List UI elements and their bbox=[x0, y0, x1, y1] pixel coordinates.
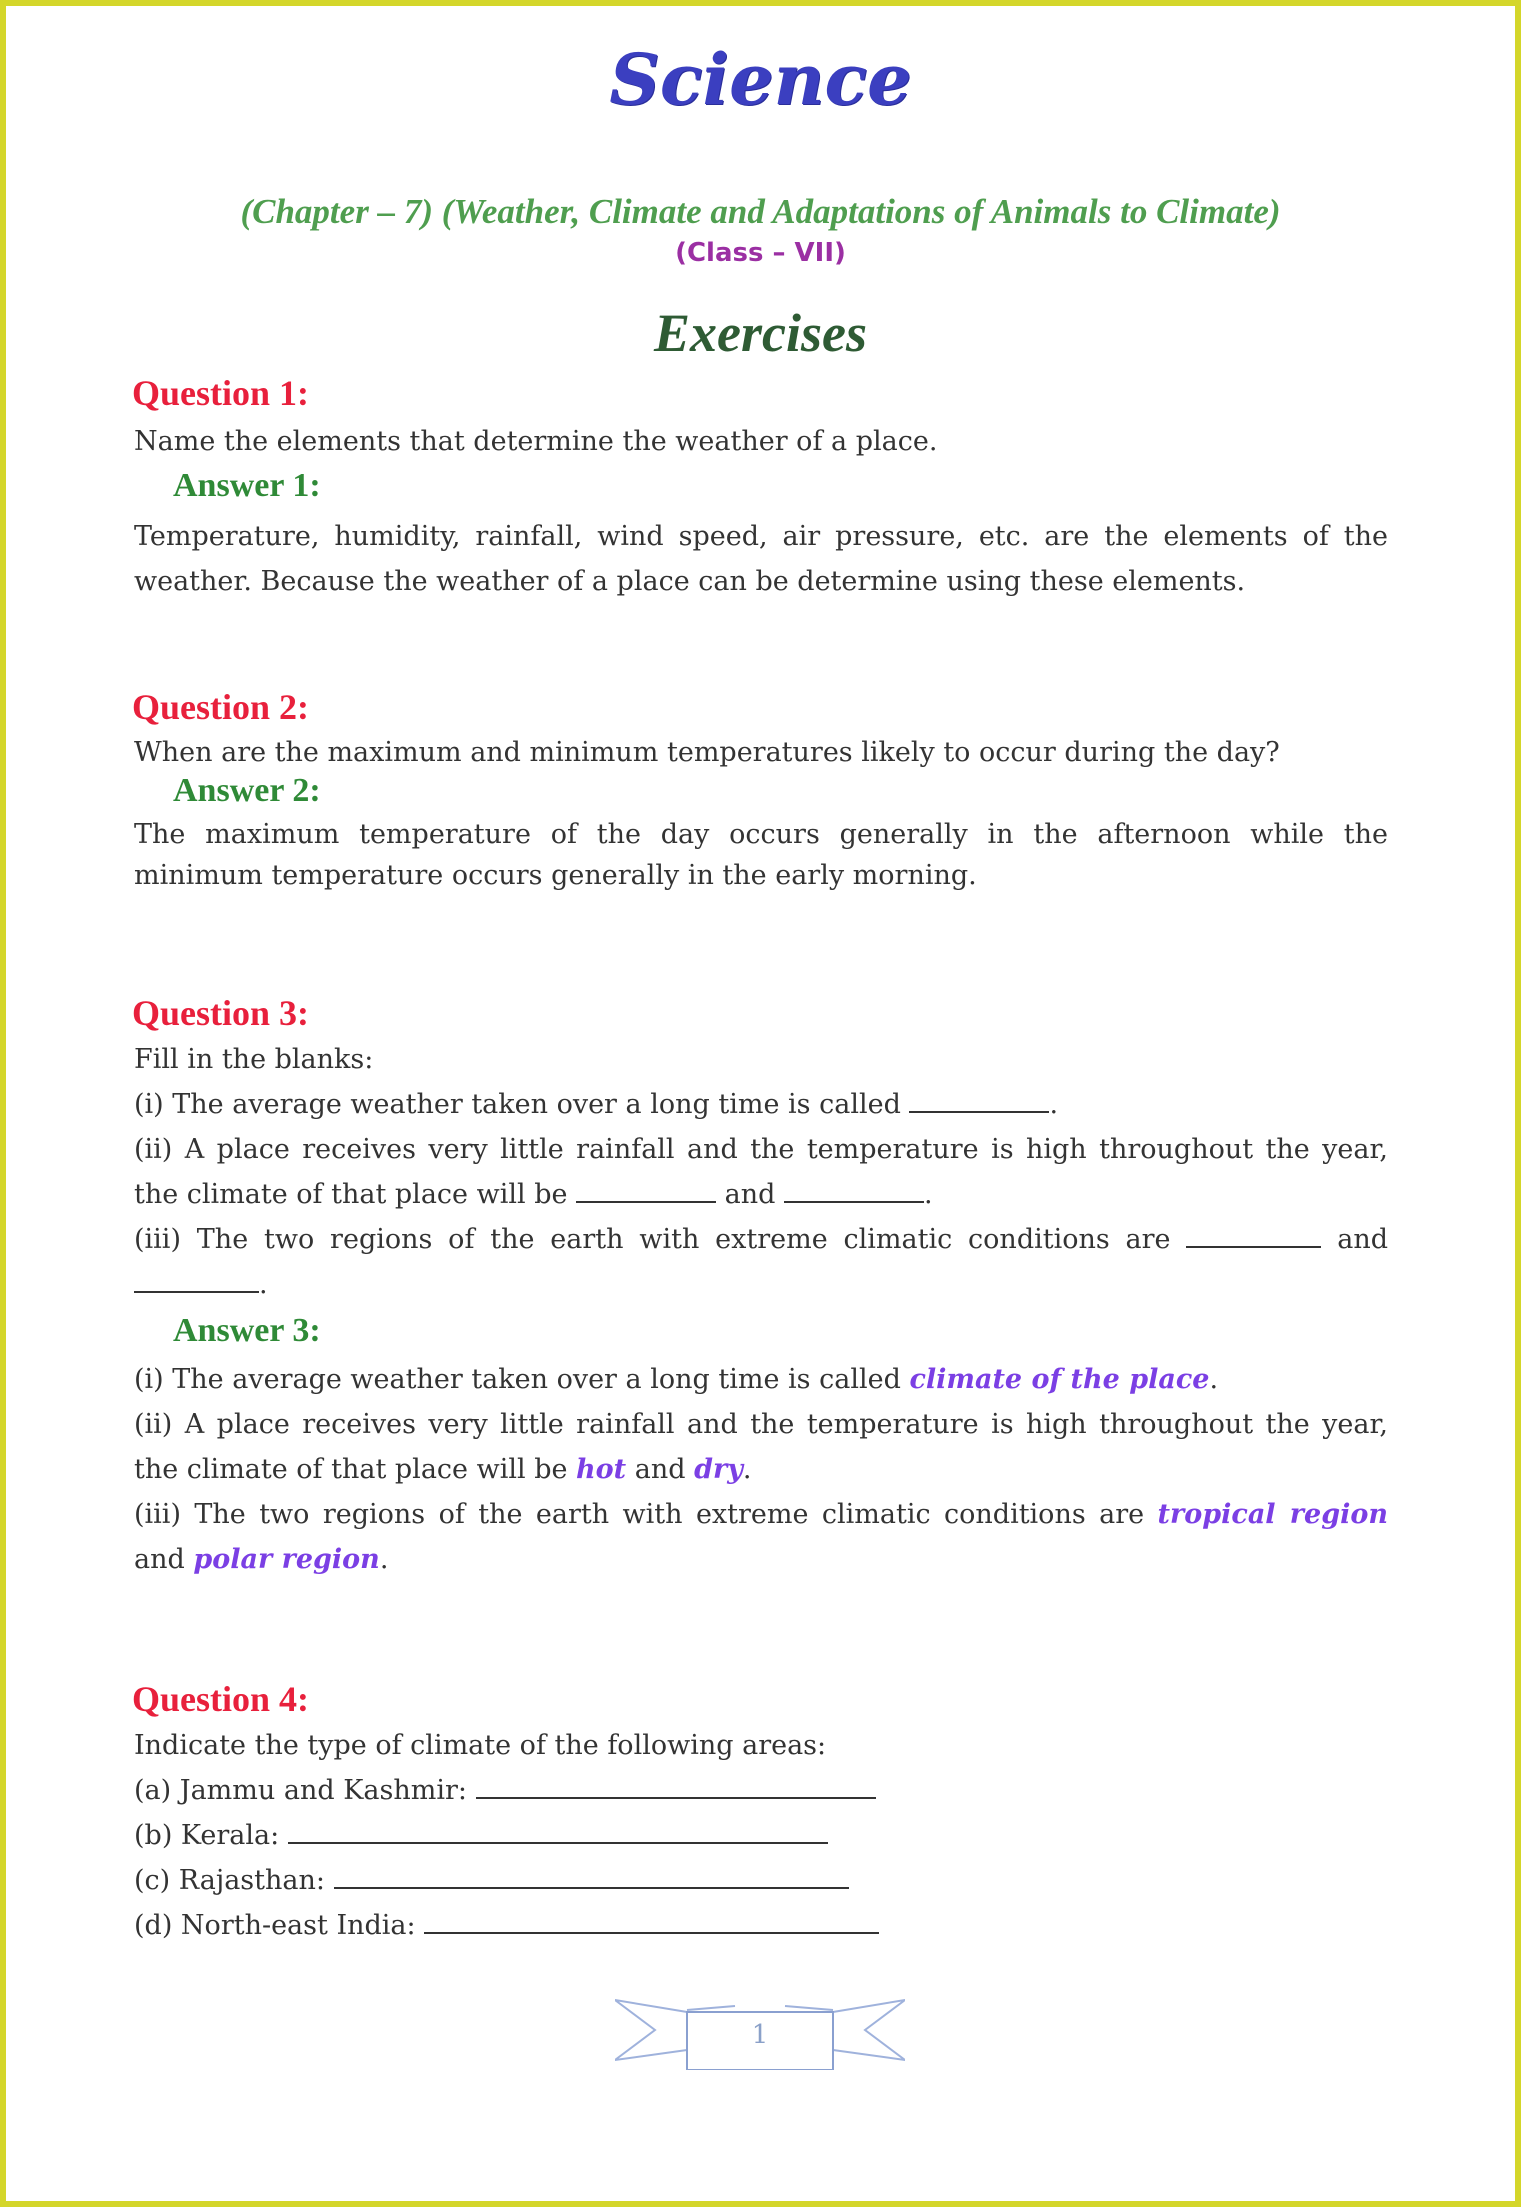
blank-field bbox=[288, 1820, 828, 1844]
q3-iii-end: . bbox=[259, 1269, 268, 1300]
q3-ii-text: the climate of that place will be bbox=[134, 1179, 577, 1210]
page-number-badge bbox=[615, 1990, 905, 2070]
q3-i-end: . bbox=[1049, 1089, 1059, 1120]
a3-i-answer: climate of the place bbox=[909, 1364, 1210, 1395]
question-4-intro: Indicate the type of climate of the following areas: bbox=[134, 1730, 827, 1761]
blank-field bbox=[784, 1179, 924, 1203]
question-3-item-iii-line-1 bbox=[134, 1217, 1388, 1262]
q3-iii-and: and bbox=[1337, 1224, 1388, 1255]
blank-field bbox=[909, 1089, 1049, 1113]
question-3-item-ii-line-2 bbox=[134, 1172, 1388, 1217]
answer-2-line-2: minimum temperature occurs generally in the early morning. bbox=[134, 860, 977, 891]
class-label: (Class – VII) bbox=[675, 238, 846, 268]
answer-3-item-ii-line-2 bbox=[134, 1447, 1388, 1492]
question-1-text bbox=[134, 419, 1388, 464]
question-1-line: Name the elements that determine the weather of a place. bbox=[134, 426, 938, 457]
q3-iii-text: (iii) The two regions of the earth with extreme climatic conditions are bbox=[134, 1224, 1187, 1255]
blank-field bbox=[134, 1269, 259, 1293]
a3-iii-answer-2: polar region bbox=[193, 1544, 380, 1575]
q4-a-label: (a) Jammu and Kashmir: bbox=[134, 1775, 476, 1806]
a3-ii-answer-1: hot bbox=[576, 1454, 627, 1485]
a3-ii-text: the climate of that place will be bbox=[134, 1454, 577, 1485]
question-3-intro: Fill in the blanks: bbox=[134, 1044, 374, 1075]
question-1-heading: Question 1: bbox=[132, 373, 310, 413]
blank-field bbox=[476, 1775, 876, 1799]
a3-iii-text: (iii) The two regions of the earth with extreme climatic conditions are bbox=[134, 1499, 1158, 1530]
a3-i-text: (i) The average weather taken over a long time is called bbox=[134, 1364, 910, 1395]
blank-field bbox=[1186, 1224, 1321, 1248]
a3-iii-and: and bbox=[134, 1544, 194, 1575]
question-4-item-c bbox=[134, 1858, 1388, 1903]
answer-1-heading: Answer 1: bbox=[173, 467, 321, 504]
blank-field bbox=[576, 1179, 716, 1203]
question-4-text bbox=[134, 1723, 1388, 1948]
q4-b-label: (b) Kerala: bbox=[134, 1820, 288, 1851]
question-4-item-a bbox=[134, 1768, 1388, 1813]
q4-c-label: (c) Rajasthan: bbox=[134, 1865, 334, 1896]
q3-ii-end: . bbox=[923, 1179, 933, 1210]
a3-iii-end: . bbox=[379, 1544, 389, 1575]
question-3-item-ii-line-1: (ii) A place receives very little rainfall and the temperature is high throughout the year, bbox=[134, 1134, 1388, 1165]
chapter-subtitle: (Chapter – 7) (Weather, Climate and Adaptations of Animals to Climate) bbox=[240, 192, 1281, 231]
answer-3-item-ii-line-1: (ii) A place receives very little rainfall and the temperature is high throughout the year, bbox=[134, 1409, 1388, 1440]
question-4-item-b bbox=[134, 1813, 1388, 1858]
answer-3-item-i bbox=[134, 1357, 1388, 1402]
blank-field bbox=[424, 1910, 879, 1934]
section-title: Exercises bbox=[654, 303, 867, 363]
blank-field bbox=[334, 1865, 849, 1889]
a3-ii-answer-2: dry bbox=[694, 1454, 743, 1485]
a3-ii-mid: and bbox=[626, 1454, 695, 1485]
page-number: 1 bbox=[751, 2020, 769, 2050]
question-2-heading: Question 2: bbox=[132, 687, 310, 727]
answer-2-heading: Answer 2: bbox=[173, 772, 321, 809]
a3-i-end: . bbox=[1209, 1364, 1219, 1395]
answer-1-text bbox=[134, 514, 1388, 604]
answer-2-line-1: The maximum temperature of the day occurs generally in the afternoon while the bbox=[134, 819, 1388, 850]
answer-3-item-iii-line-2 bbox=[134, 1537, 1388, 1582]
question-3-item-i bbox=[134, 1082, 1388, 1127]
question-3-text bbox=[134, 1037, 1388, 1307]
q3-ii-mid: and bbox=[716, 1179, 784, 1210]
answer-1-line-2: weather. Because the weather of a place can be determine using these elements. bbox=[134, 566, 1246, 597]
question-4-heading: Question 4: bbox=[132, 1679, 310, 1719]
answer-3-heading: Answer 3: bbox=[173, 1312, 321, 1349]
question-2-line: When are the maximum and minimum temperatures likely to occur during the day? bbox=[134, 737, 1280, 768]
answer-1-line-1: Temperature, humidity, rainfall, wind speed, air pressure, etc. are the elements of the bbox=[134, 521, 1388, 552]
answer-3-item-iii-line-1 bbox=[134, 1492, 1388, 1537]
question-3-item-iii-line-2 bbox=[134, 1262, 1388, 1307]
question-4-item-d bbox=[134, 1903, 1388, 1948]
q4-d-label: (d) North-east India: bbox=[134, 1910, 425, 1941]
question-2-text bbox=[134, 730, 1388, 775]
question-3-heading: Question 3: bbox=[132, 993, 310, 1033]
document-title: Science bbox=[609, 38, 912, 121]
answer-2-text bbox=[134, 814, 1388, 896]
a3-ii-end: . bbox=[742, 1454, 752, 1485]
q3-i-text: (i) The average weather taken over a long time is called bbox=[134, 1089, 910, 1120]
a3-iii-answer-1: tropical region bbox=[1157, 1499, 1388, 1530]
answer-3-text bbox=[134, 1357, 1388, 1582]
